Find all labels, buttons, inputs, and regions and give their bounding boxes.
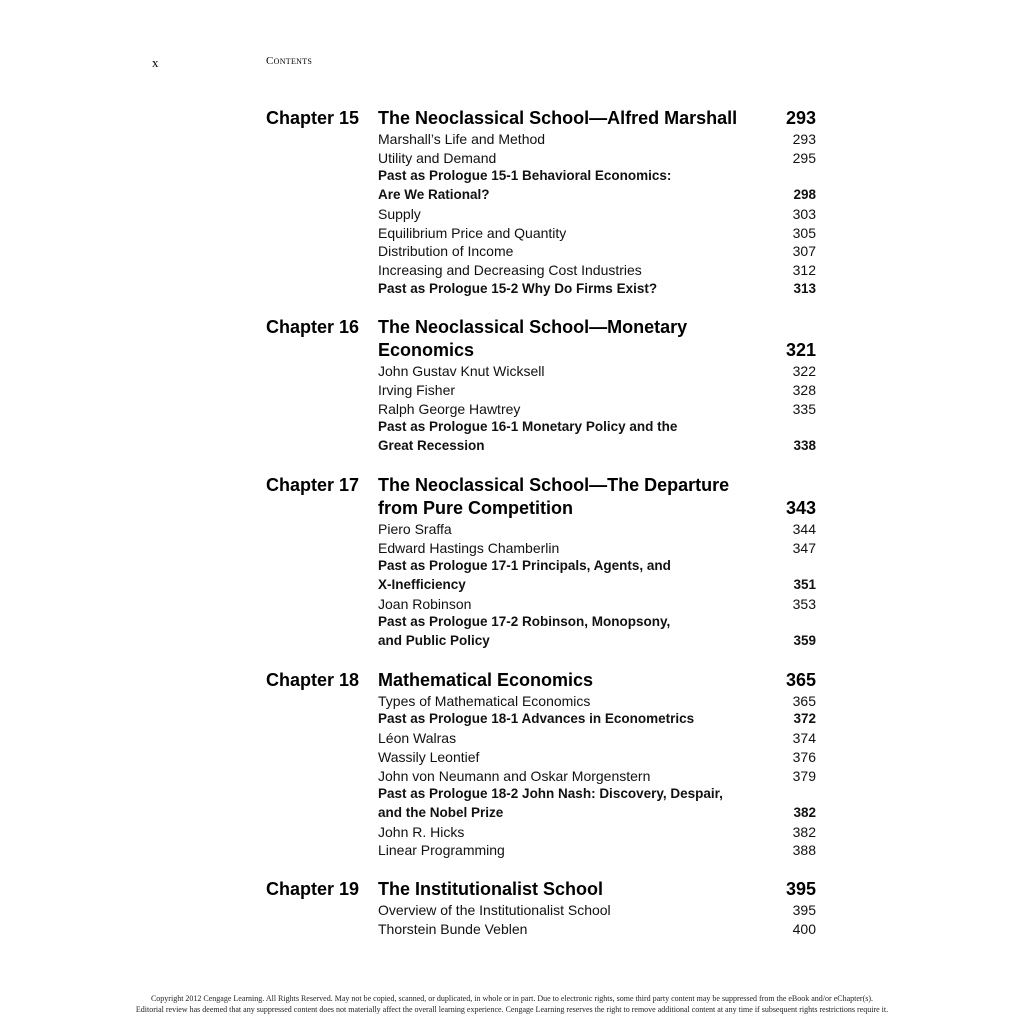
toc-entry	[378, 261, 816, 280]
running-title: Contents	[266, 55, 313, 67]
entry-title: Past as Prologue 16-1 Monetary Policy and the	[378, 419, 678, 435]
chapter-title-line	[378, 339, 816, 362]
chapter-page-number: 293	[785, 108, 816, 128]
chapter-title-line	[378, 316, 816, 339]
entry-page-number: 374	[792, 730, 816, 747]
chapter-heading	[266, 107, 816, 130]
entry-title: Léon Walras	[378, 730, 457, 747]
entry-title: Great Recession	[378, 438, 485, 454]
toc-entry	[378, 520, 816, 539]
chapter-label: Chapter 15	[266, 108, 360, 128]
chapter-title: The Neoclassical School—The Departure	[378, 474, 730, 495]
chapter-title-line	[378, 474, 816, 497]
entry-title: Joan Robinson	[378, 595, 472, 612]
prologue-entry	[378, 785, 816, 804]
entry-title: Ralph George Hawtrey	[378, 400, 521, 417]
entry-page-number: 298	[793, 187, 816, 203]
entry-title: John Gustav Knut Wicksell	[378, 363, 545, 380]
chapter-block	[266, 669, 816, 860]
copyright-footer	[0, 993, 1024, 1015]
entry-page-number: 379	[792, 767, 816, 784]
prologue-entry	[378, 437, 816, 456]
prologue-entry	[378, 804, 816, 823]
chapter-title: The Institutionalist School	[378, 879, 603, 900]
chapter-block	[266, 474, 816, 651]
entry-page-number: 365	[792, 692, 816, 709]
chapter-page-number: 395	[785, 879, 816, 900]
entry-title: Irving Fisher	[378, 382, 456, 399]
entry-title: Piero Sraffa	[378, 520, 452, 537]
chapter-label: Chapter 18	[266, 669, 360, 690]
toc-entry	[378, 595, 816, 614]
entry-title: John von Neumann and Oskar Morgenstern	[378, 767, 651, 784]
chapter-block	[266, 107, 816, 298]
chapter-heading	[266, 878, 816, 901]
chapter-heading	[266, 474, 816, 520]
chapter-label: Chapter 16	[266, 317, 360, 338]
entry-title: Past as Prologue 15-1 Behavioral Economics:	[378, 168, 672, 184]
toc-entry	[378, 242, 816, 261]
chapter-page-number: 365	[785, 669, 816, 690]
entry-page-number: 322	[792, 363, 816, 380]
toc-entry	[378, 823, 816, 842]
toc-entry	[378, 841, 816, 860]
toc-entry	[378, 692, 816, 711]
entry-page-number: 328	[792, 382, 816, 399]
entry-page-number: 372	[793, 711, 816, 727]
toc-entry	[378, 901, 816, 920]
entry-title: Wassily Leontief	[378, 748, 480, 765]
entry-page-number: 293	[792, 131, 816, 147]
page-number: x	[152, 55, 159, 70]
entry-page-number: 395	[792, 902, 816, 919]
entry-title: John R. Hicks	[378, 823, 465, 840]
entry-title: Supply	[378, 205, 421, 222]
toc-entry	[378, 920, 816, 939]
chapter-title-line	[378, 878, 816, 901]
copyright-line-2: Editorial review has deemed that any suppressed content does not materially affect the overall learning experience. Cengage Learning reserves the right to remove additional content at any time if subsequent rights restrictions require it.	[135, 1005, 889, 1014]
entry-page-number: 400	[792, 920, 816, 937]
chapter-page-number: 321	[785, 340, 816, 361]
prologue-entry	[378, 167, 816, 186]
chapter-block	[266, 316, 816, 456]
entry-page-number: 344	[792, 520, 816, 537]
prologue-entry	[378, 418, 816, 437]
toc-entry	[378, 748, 816, 767]
entry-page-number: 376	[792, 748, 816, 765]
entry-page-number: 353	[792, 595, 816, 612]
entry-page-number: 382	[793, 804, 816, 820]
entry-title: Equilibrium Price and Quantity	[378, 224, 567, 241]
toc-entry	[378, 149, 816, 168]
entry-title: Are We Rational?	[378, 187, 490, 203]
chapter-title-line	[378, 107, 816, 130]
chapter-title: The Neoclassical School—Monetary	[378, 317, 688, 338]
entry-title: Past as Prologue 18-2 John Nash: Discovery, Despair,	[378, 786, 723, 802]
entry-title: Linear Programming	[378, 842, 505, 859]
entry-title: X-Inefficiency	[378, 576, 466, 592]
entry-page-number: 382	[792, 823, 816, 840]
entry-page-number: 303	[792, 205, 816, 222]
running-head	[0, 55, 1024, 71]
prologue-entry	[378, 576, 816, 595]
chapter-label: Chapter 17	[266, 474, 360, 495]
toc-entry	[378, 381, 816, 400]
entry-page-number: 295	[792, 149, 816, 166]
chapter-title-line	[378, 497, 816, 520]
chapter-page-number: 343	[785, 497, 816, 518]
toc-entry	[378, 362, 816, 381]
entry-title: Utility and Demand	[378, 149, 497, 166]
entry-page-number: 312	[792, 261, 816, 278]
chapter-title: Mathematical Economics	[378, 669, 594, 690]
entry-title: and the Nobel Prize	[378, 804, 504, 820]
prologue-entry	[378, 613, 816, 632]
entry-title: Past as Prologue 18-1 Advances in Econometrics	[378, 711, 695, 727]
prologue-entry	[378, 280, 816, 299]
toc-entry	[378, 400, 816, 419]
chapter-block	[266, 878, 816, 938]
entry-title: Distribution of Income	[378, 243, 514, 260]
table-of-contents	[266, 107, 816, 957]
toc-entry	[378, 539, 816, 558]
chapter-title: Economics	[378, 340, 475, 361]
chapter-title-line	[378, 669, 816, 692]
entry-title: Past as Prologue 17-2 Robinson, Monopsony,	[378, 614, 671, 630]
entry-title: Types of Mathematical Economics	[378, 692, 591, 709]
entry-title: Marshall’s Life and Method	[378, 131, 546, 147]
toc-entry	[378, 729, 816, 748]
entry-page-number: 305	[792, 224, 816, 241]
copyright-line-1: Copyright 2012 Cengage Learning. All Rights Reserved. May not be copied, scanned, or duplicated, in whole or in part. Due to electronic rights, some third party content may be suppressed from the eBook and/or eChapter(s).	[150, 994, 874, 1003]
entry-title: Thorstein Bunde Veblen	[378, 920, 528, 937]
prologue-entry	[378, 186, 816, 205]
entry-page-number: 338	[793, 438, 816, 454]
chapter-label: Chapter 19	[266, 879, 360, 900]
entry-page-number: 347	[792, 539, 816, 556]
entry-title: and Public Policy	[378, 633, 490, 649]
entry-title: Overview of the Institutionalist School	[378, 902, 611, 919]
entry-page-number: 313	[793, 280, 816, 296]
toc-entry	[378, 205, 816, 224]
chapter-heading	[266, 316, 816, 362]
entry-page-number: 307	[792, 243, 816, 260]
entry-title: Past as Prologue 15-2 Why Do Firms Exist?	[378, 280, 658, 296]
entry-page-number: 359	[793, 633, 816, 649]
prologue-entry	[378, 557, 816, 576]
toc-entry	[378, 767, 816, 786]
entry-page-number: 351	[793, 576, 816, 592]
entry-title: Increasing and Decreasing Cost Industries	[378, 261, 642, 278]
chapter-title: from Pure Competition	[378, 497, 574, 518]
prologue-entry	[378, 710, 816, 729]
chapter-heading	[266, 669, 816, 692]
entry-title: Past as Prologue 17-1 Principals, Agents, and	[378, 558, 671, 574]
chapter-title: The Neoclassical School—Alfred Marshall	[378, 108, 738, 128]
entry-page-number: 388	[792, 842, 816, 859]
toc-entry	[378, 224, 816, 243]
entry-title: Edward Hastings Chamberlin	[378, 539, 560, 556]
toc-entry	[378, 130, 816, 149]
entry-page-number: 335	[792, 400, 816, 417]
prologue-entry	[378, 632, 816, 651]
